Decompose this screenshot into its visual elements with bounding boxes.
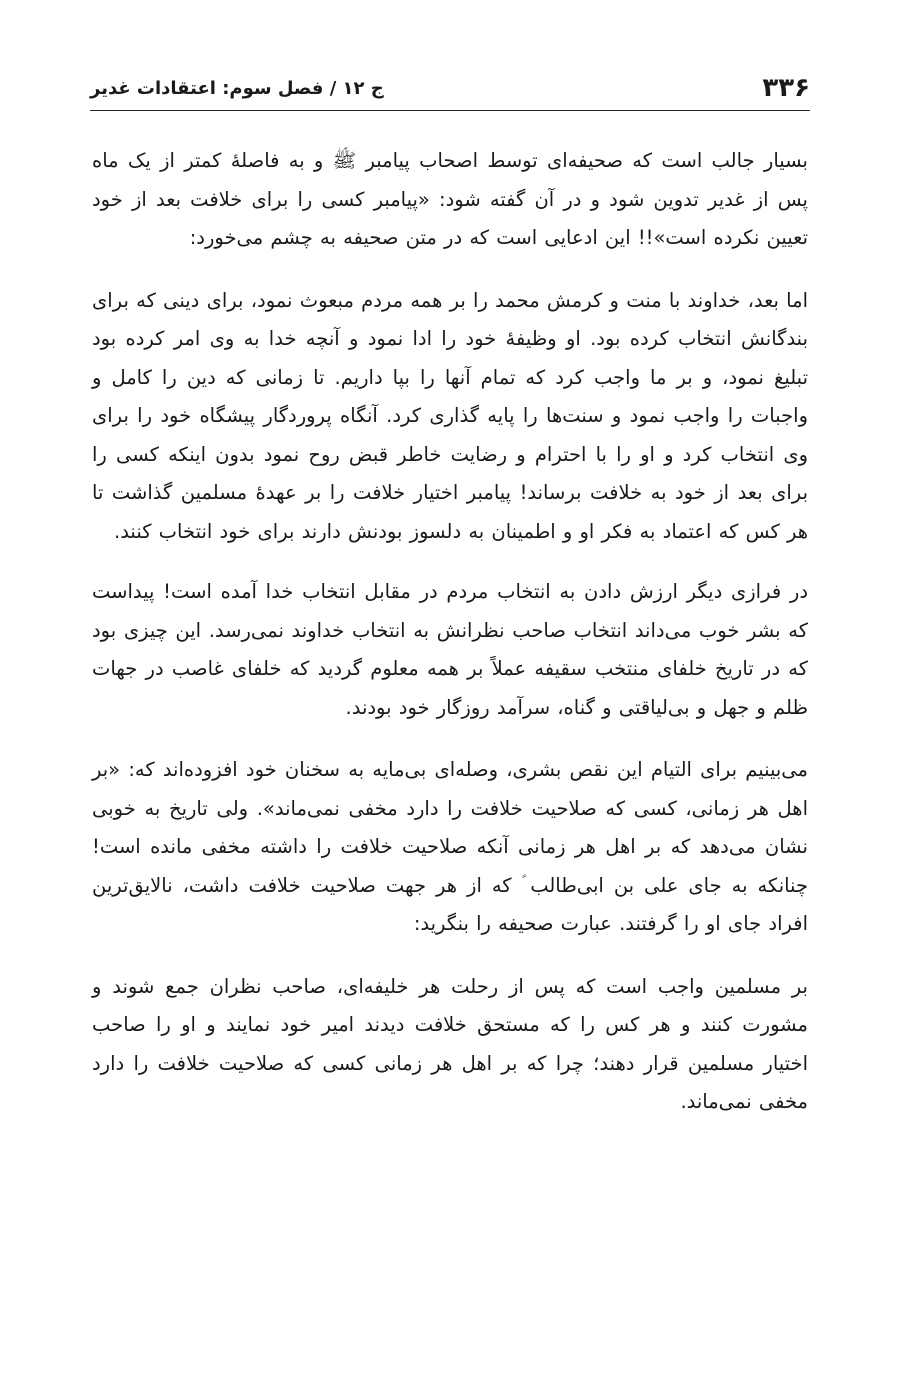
paragraph-people-choice: در فرازی دیگر ارزش دادن به انتخاب مردم در مقابل انتخاب خدا آمده است! پیداست که بشر خوب می‌داند انتخاب صاحب نظرانش به انتخاب خداوند نمی‌رسد. این چیزی بود که در تاریخ خلفای منتخب سقیفه عملاً بر همه معلوم گردید که خلفای غاصب در جهات ظلم و جهل و بی‌لیاقتی و گناه، سرآمد روزگار خود بودند. — [92, 580, 808, 719]
page-number: ۳۳۶ — [762, 73, 810, 103]
page-header — [90, 66, 810, 111]
running-title: ج ۱۲ / فصل سوم: اعتقادات غدیر — [90, 77, 384, 99]
paragraph-intro: بسیار جالب است که صحیفه‌ای توسط اصحاب پیامبر ﷺ و به فاصلهٔ کمتر از یک ماه پس از غدیر تدوین شود و در آن گفته شود: «پیامبر کسی را برای خلافت بعد از خود تعیین نکرده است»!! این ادعایی است که در متن صحیفه به چشم می‌خورد: — [92, 149, 808, 249]
paragraph-human-deficiency: می‌بینیم برای التیام این نقص بشری، وصله‌ای بی‌مایه به سخنان خود افزوده‌اند که: «بر اهل هر زمانی، کسی که صلاحیت خلافت را دارد مخفی نمی‌ماند». ولی تاریخ به خوبی نشان می‌دهد که بر اهل هر زمانی آنکه صلاحیت خلافت را داشته مخفی مانده است! چنانکه به جای علی بن ابی‌طالب ؑ که از هر جهت صلاحیت خلافت داشت، نالایق‌ترین افراد جای او را گرفتند. عبارت صحیفه را بنگرید: — [92, 758, 808, 935]
paragraph-sahifa-quote-2: بر مسلمین واجب است که پس از رحلت هر خلیفه‌ای، صاحب نظران جمع شوند و مشورت کنند و هر کس را که مستحق خلافت دیدند امیر خود نمایند و او را صاحب اختیار مسلمین قرار دهند؛ چرا که بر اهل هر زمانی کسی که صلاحیت خلافت را دارد مخفی نمی‌ماند. — [92, 974, 808, 1113]
page-body — [92, 142, 808, 1144]
paragraph-sahifa-quote-1: اما بعد، خداوند با منت و کرمش محمد را بر همه مردم مبعوث نمود، برای دینی که برای بندگانش انتخاب کرده بود. او وظیفهٔ خود را ادا نمود و آنچه خدا به وی امر کرده بود تبلیغ نمود، و بر ما واجب کرد که تمام آنها را بپا داریم. تا زمانی که دین را کامل و واجبات را واجب نمود و سنت‌ها را پایه گذاری کرد. آنگاه پروردگار پیشگاه خود را برای وی انتخاب کرد و او را با احترام و رضایت خاطر قبض روح نمود بدون اینکه کسی را برای بعد از خود به خلافت برساند! پیامبر اختیار خلافت را بر عهدهٔ مسلمین گذاشت تا هر کس که اعتماد به فکر او و اطمینان به دلسوز بودنش دارند برای خود انتخاب کنند. — [92, 288, 808, 543]
